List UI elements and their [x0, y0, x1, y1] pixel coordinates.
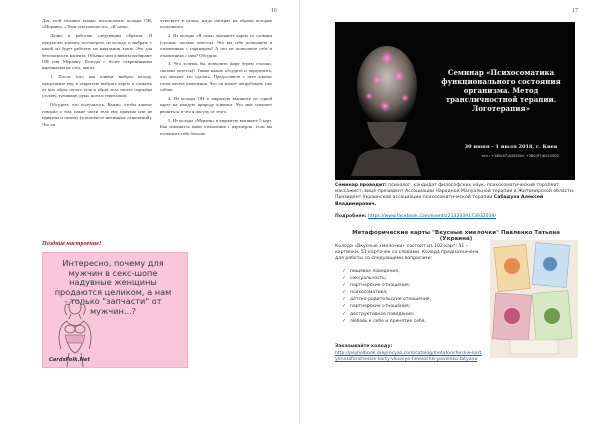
meme-text: Интересно, почему для мужчин в секс-шопе надувные женщины продаются целиком, а нам - только "запчасти" от мужчин...?: [54, 258, 172, 316]
list-item: ✓ партнерские отношения;: [342, 303, 482, 310]
cards-description: Колода «Вкусные хмелочки» состоит из 102 карт: 51 – картинки, 51 карточек со словами. Колода предназначена для работы со следующими вопросами:: [335, 244, 479, 262]
paragraph: 2. Из колоды «Я сама» вытяните карты со словами (столько сколько хочется). Что вы себе позволяете в отношениях с партнером? А что не позволяете себе в отношениях с ним? Обсудим.: [160, 33, 272, 58]
list-item: ✓ любовь к себе и принятие себя.: [342, 318, 482, 325]
cards-collage-icon: [490, 240, 578, 358]
paragraph: Лично я работаю следующим образом. Я предлагаю клиенту посмотреть на колоду, и выбрать с какой он будет работать на начальном этапе. Это для безопасности клиента. Обычно мои клиенты выбирают ОН или Мораину. Колоды с более откровенными картинками на след. шагах.: [42, 33, 152, 71]
banner-contacts: тел.: +380(67)4455000 +380(97)6152000: [481, 154, 559, 158]
list-item: ✓ детско-родительские отношения;: [342, 296, 482, 303]
paragraph: Для этой техники можно использовать колоды ОН, «Мораин», «Тени сексуальности», «Я сама».: [42, 18, 152, 30]
meme-image: [42, 252, 188, 368]
paragraph: 3. Что хочешь бы позволить (карт берем столько, сколько хочется)? Также важно обсудить и определить, что мешает это сделать. Предоставьте с чего клиент готов начать изменения. Что он может попробовать уже сейчас.: [160, 61, 272, 93]
meme-signature: CardsFolk.Net: [49, 357, 90, 363]
speaker-name: Сабадуха Алексей Владимирович.: [335, 195, 544, 207]
order-link[interactable]: http://psyholbook.dreprecyaz.com/catalog/metaforicheskie-karty/metaforicheskie-karty-vkusnye-hmelochki-pavlenko-tatyana: [335, 351, 482, 362]
list-item: ✓ психосоматика;: [342, 289, 482, 296]
speaker-info: Семинар проводит: психолог, кандидат философских наук, психосоматический терапевт, массажист, вице-президент Ассоциации Народной Мануальной терапии в Житомирской области, Президент Украинской ассоциации психосоматической терапии Сабадуха Алексей Владимирович.: [335, 183, 575, 207]
page-number-left: 16: [271, 8, 277, 14]
order-block: [335, 344, 485, 363]
text-column-1: [42, 18, 152, 131]
list-item: ✓ партнерские отношения;: [342, 282, 482, 289]
glowing-head-icon: [341, 28, 429, 176]
mood-heading: Поздние настроение!: [42, 240, 102, 247]
event-link[interactable]: https://www.facebook.com/events/2132039173932039/: [368, 214, 496, 219]
paragraph: 1. После того как клиент выбрал колоду, предложите ему в открытую выбрать карты и сложить из них образ своего тела и образ тела своего партнёра (голову, туловище, руки, ноги и гениталии).: [42, 74, 152, 99]
cards-section-title: Метафорические карты "Вкусные хмелочки" Павленко Татьяна (Украина): [352, 230, 560, 242]
order-label: Заказывайте колоду:: [335, 344, 393, 349]
text-column-2: [160, 18, 272, 139]
details-label: Подробнее:: [335, 214, 367, 219]
cards-photo: [490, 240, 578, 358]
paragraph: чувствует в целом, когда смотрит на образы которые получились.: [160, 18, 272, 30]
banner-title: Семинар «Психосоматика функционального состояния организма. Метод трансличностной терапии. Логотерапия»: [441, 68, 561, 113]
speaker-label: Семинар проводит: [335, 183, 385, 188]
paragraph: Обсудите, что получилось. Важно, чтобы клиент говорил о том, какие части тела ему приятно или не приятны и почему (в контексте интимных отношений). Что он: [42, 102, 152, 127]
page-number-right: 17: [572, 8, 578, 14]
paragraph: 4. Из колоды ОН в закрытую вытяните по одной карте на каждую природу клиента. Что мне поможет решиться, и что я получу от этого.: [160, 95, 272, 114]
details-line: [335, 214, 577, 219]
speaker-text: психолог, кандидат философских наук, психосоматический терапевт, массажист, вице-президент Ассоциации Народной Мануальной терапии в Житомирской области, Президент Украинской ассоциации психосоматической терапии: [335, 183, 575, 201]
list-item: ✓ сексуальность;: [342, 275, 482, 282]
banner-dates: 30 июня – 1 июля 2018, г. Киев: [464, 144, 558, 150]
list-item: ✓ деструктивное поведение;: [342, 311, 482, 318]
seminar-banner: [335, 22, 575, 180]
list-item: ✓ пищевое поведение;: [342, 268, 482, 275]
paragraph: 5. Из колоды «Мораин» в закрытую вытяните 5 карт. Как изменится ваши отношения с партнером, если вы позволите себе больше.: [160, 117, 272, 136]
topics-checklist: [342, 268, 482, 325]
